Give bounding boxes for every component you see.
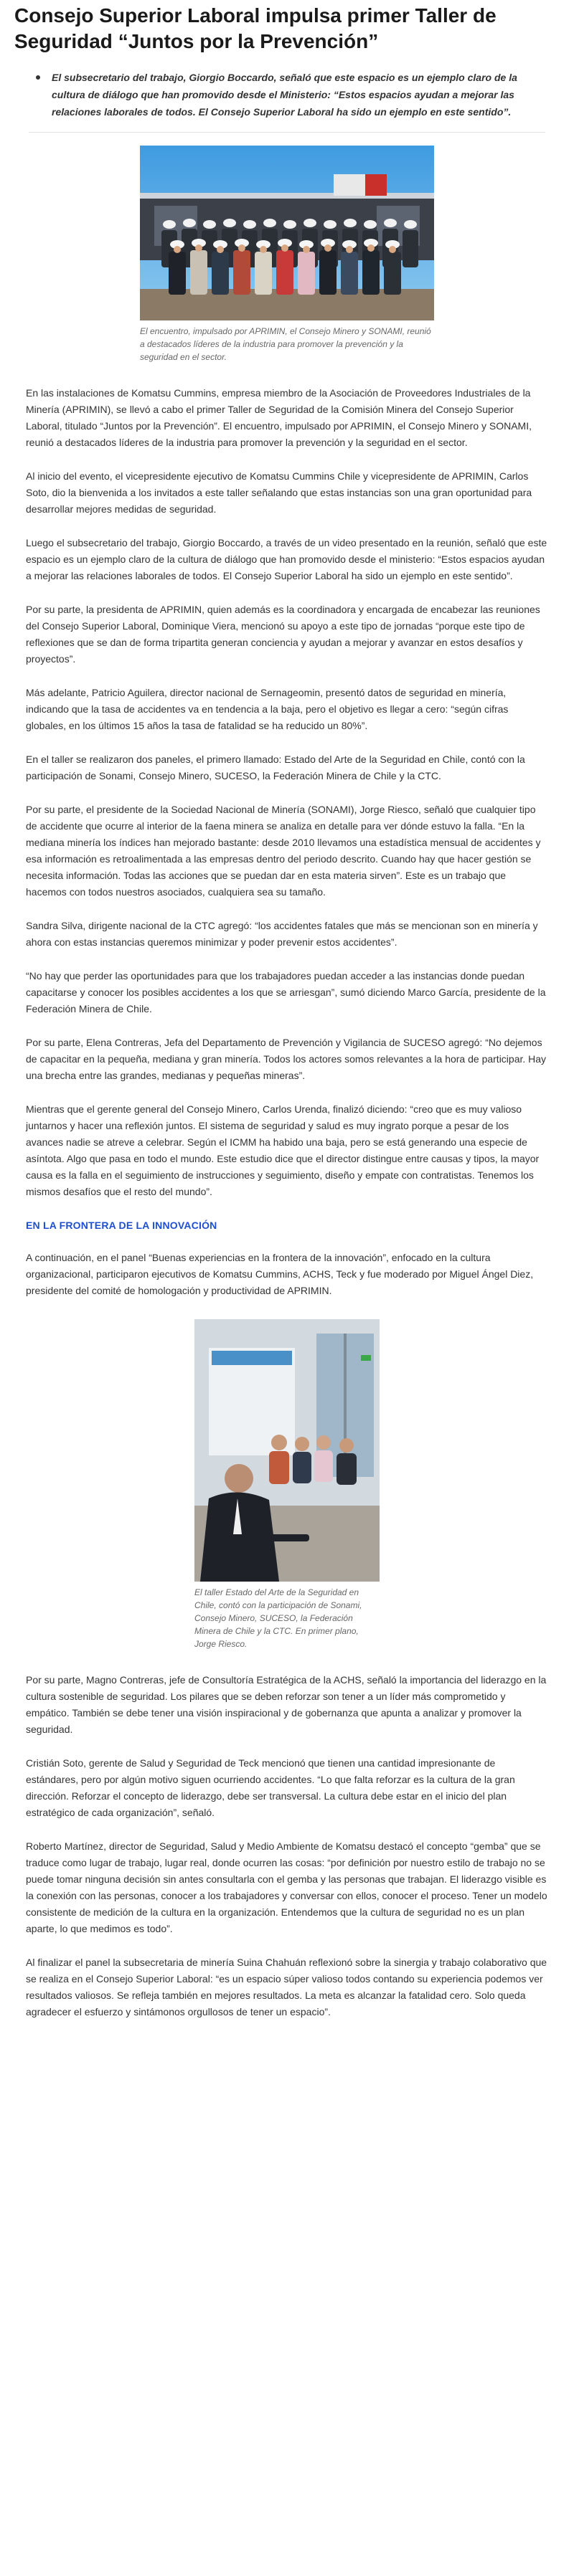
paragraph: Por su parte, Magno Contreras, jefe de Consultoría Estratégica de la ACHS, señaló la importancia del liderazgo en la cultura sostenible de seguridad. Los pilares que se deben reforzar son tener a un líder más comprometido y empático. También se debe tener una visión inspiracional y de gobernanza que apunta a analizar y promover la seguridad. [26,1674,547,1735]
paragraph: Sandra Silva, dirigente nacional de la CTC agregó: “los accidentes fatales que más se mencionan son en minería y ahora con estas instancias queremos minimizar y poder prevenir estos accidentes”. [26,920,538,948]
panel-photo-image [194,1319,380,1582]
section-heading: EN LA FRONTERA DE LA INNOVACIÓN [26,1220,217,1231]
paragraph: Mientras que el gerente general del Consejo Minero, Carlos Urenda, finalizó diciendo: “creo que es muy valioso juntarnos y hacer una reflexión juntos. El sistema de seguridad y salud es muy ingrato porque a pesar de los avances nadie se atreve a celebrar. Según el ICMM ha habido una baja, pero se está generando una especie de asíntota. Algo que pasa en todo el mundo. Este estudio dice que el director distingue entre causas y tipos, la mayor causa es la falla en el seguimiento de instrucciones y seguimiento, diseño y empate con contratistas. Tenemos los mismos desafíos que el resto del mundo”. [26,1103,540,1197]
group-photo-illustration [140,146,434,320]
figure-caption: El taller Estado del Arte de la Seguridad en Chile, contó con la participación de Sonami, Consejo Minero, SUCESO, la Federación Minera de Chile y la CTC. En primer plano, Jorge Riesco. [194,1587,362,1649]
paragraph: Roberto Martínez, director de Seguridad, Salud y Medio Ambiente de Komatsu destacó el concepto “gemba” que se traduce como lugar de trabajo, lugar real, donde ocurren las cosas: “por definición por nuestro estilo de trabajo no se puede tomar ninguna decisión sin antes consultarla con el gemba y las personas que trabajan. El liderazgo visible es la conexión con las personas, conocer a los trabajadores y conversar con ellos, conocer el proceso. Tener un modelo consistente de medición de la cultura en la organización. Entendemos que la cultura de seguridad no es un plan aparte, lo que medimos es todo”. [26,1840,547,1934]
paragraph: Más adelante, Patricio Aguilera, director nacional de Sernageomin, presentó datos de seguridad en minería, indicando que la tasa de accidentes va en tendencia a la baja, pero el objetivo es llegar a cero: “según cifras globales, en los últimos 15 años la tasa de fatalidad se ha reducido un 80%”. [26,687,509,731]
figure-group-photo [140,146,434,363]
paragraph: Por su parte, la presidenta de APRIMIN, quien además es la coordinadora y encargada de encabezar las reuniones del Consejo Superior Laboral, Dominique Viera, mencionó su apoyo a este tipo de jornadas “porque este tipo de reflexiones que se dan de forma tripartita generan conciencia y ayudan a mejorar y avanzar en estos desafíos y proyectos”. [26,604,540,665]
paragraph: Luego el subsecretario del trabajo, Giorgio Boccardo, a través de un video presentado en la reunión, señaló que este espacio es un ejemplo claro de la cultura de diálogo que han promovido desde el ministerio: “Estos espacios ayudan a mejorar las relaciones laborales de todos. El Consejo Superior Laboral ha sido un ejemplo en este sentido”. [26,537,547,581]
paragraph: Por su parte, Elena Contreras, Jefa del Departamento de Prevención y Vigilancia de SUCESO agregó: “No dejemos de capacitar en la pequeña, mediana y gran minería. Todos los actores somos relevantes a la hora de participar. Hay una brecha entre las grandes, medianas y pequeñas mineras”. [26,1037,547,1081]
article-title: Consejo Superior Laboral impulsa primer Taller de Seguridad “Juntos por la Prevención” [14,4,497,52]
group-photo-image [140,146,434,320]
article-body [0,385,574,1299]
paragraph: A continuación, en el panel “Buenas experiencias en la frontera de la innovación”, enfocado en la cultura organizacional, participaron ejecutivos de Komatsu Cummins, ACHS, Teck y fue moderado por Miguel Ángel Diez, presidente del comité de homologación y productividad de APRIMIN. [26,1252,534,1296]
article-summary [0,69,574,120]
divider [29,132,545,133]
summary-text: El subsecretario del trabajo, Giorgio Boccardo, señaló que este espacio es un ejemplo claro de la cultura de diálogo que han promovido desde el Ministerio: “Estos espacios ayudan a mejorar las relaciones laborales de todos. El Consejo Superior Laboral ha sido un ejemplo en este sentido”. [52,72,517,118]
paragraph: Al inicio del evento, el vicepresidente ejecutivo de Komatsu Cummins Chile y vicepresidente de APRIMIN, Carlos Soto, dio la bienvenida a los invitados a este taller señalando que estas instancias son una gran oportunidad para desarrollar mejores medidas de seguridad. [26,470,532,515]
figure-panel-photo [194,1319,380,1650]
article-body-continued [0,1672,574,2020]
paragraph: “No hay que perder las oportunidades para que los trabajadores puedan acceder a las instancias donde puedan capacitarse y conocer los posibles accidentes a los que se arriesgan”, sumó diciendo Marco García, presidente de la Federación Minera de Chile. [26,970,546,1014]
figure-caption: El encuentro, impulsado por APRIMIN, el Consejo Minero y SONAMI, reunió a destacados líderes de la industria para promover la prevención y la seguridad en el sector. [140,326,431,362]
paragraph: Al finalizar el panel la subsecretaria de minería Suina Chahuán reflexionó sobre la sinergia y trabajo colaborativo que se realiza en el Consejo Superior Laboral: “es un espacio súper valioso todos contando su experiencia podemos ver resultados valiosos. Se refleja también en mejores resultados. La meta es alcanzar la fatalidad cero. Solo queda agradecer el esfuerzo y sintámonos orgullosos de tener un espacio”. [26,1957,547,2017]
panel-photo-illustration [194,1319,380,1582]
paragraph: En las instalaciones de Komatsu Cummins, empresa miembro de la Asociación de Proveedores Industriales de la Minería (APRIMIN), se llevó a cabo el primer Taller de Seguridad de la Comisión Minera del Consejo Superior Laboral, titulado “Juntos por la Prevención”. El encuentro, impulsado por APRIMIN, el Consejo Minero y SONAMI, reunió a destacados líderes de la industria para promover la prevención y la seguridad en el sector. [26,387,532,448]
paragraph: Por su parte, el presidente de la Sociedad Nacional de Minería (SONAMI), Jorge Riesco, señaló que cualquier tipo de accidente que ocurre al interior de la faena minera se analiza en detalle para ver dónde estuvo la falla. “En la mediana minería los índices han mejorado bastante: desde 2010 llevamos una estadística mensual de accidentes y esa información es retroalimentada a las empresas dentro del periodo descrito. Cuando hay que hacer gestión se necesita información. Todas las acciones que se puedan dar en esta materia sirven”. Este es un trabajo que hacemos con todos nuestros asociados, cualquiera sea su tamaño. [26,804,541,898]
bullet-icon [36,75,40,80]
paragraph: En el taller se realizaron dos paneles, el primero llamado: Estado del Arte de la Seguridad en Chile, contó con la participación de Sonami, Consejo Minero, SUCESO, la Federación Minera de Chile y la CTC. [26,754,525,781]
paragraph: Cristián Soto, gerente de Salud y Seguridad de Teck mencionó que tienen una cantidad impresionante de estándares, pero por algún motivo siguen ocurriendo accidentes. “Lo que falta reforzar es la cultura de la gran dirección. Reforzar el concepto de liderazgo, debe ser transversal. La cultura debe estar en el inicio del plan estratégico de cada organización”, señaló. [26,1757,515,1818]
